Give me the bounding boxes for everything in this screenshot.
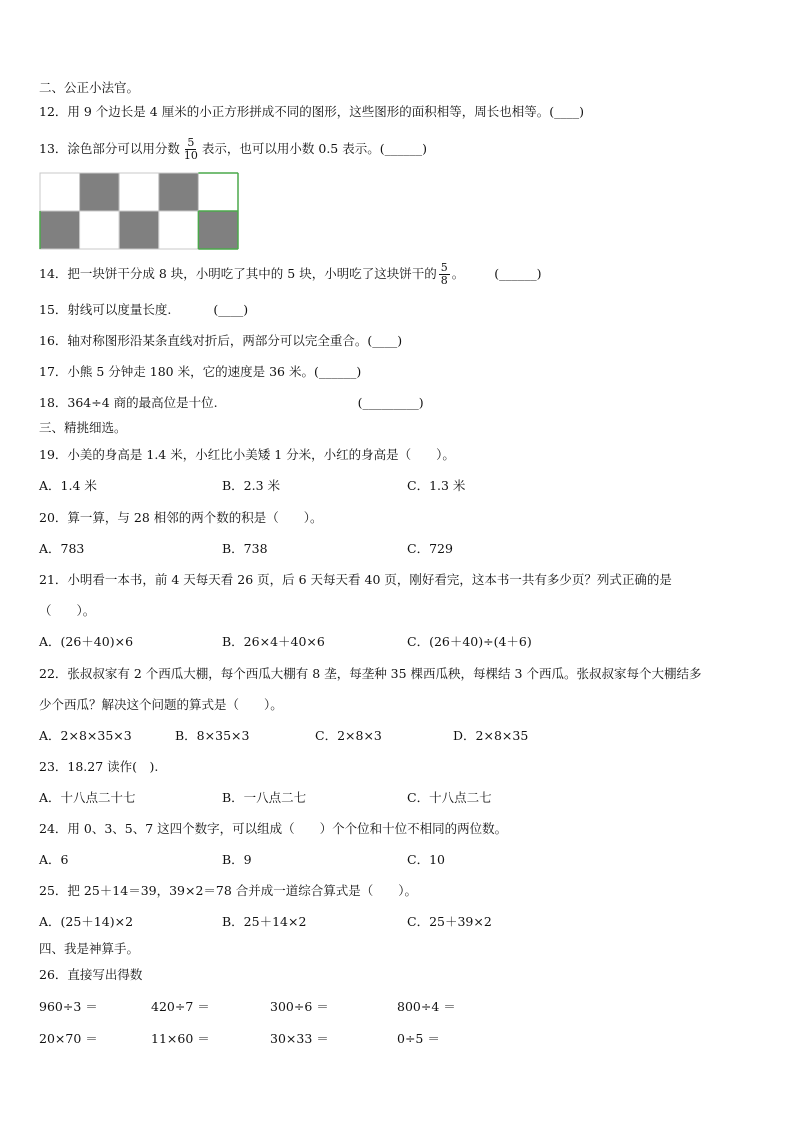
question-15-text: 15．射线可以度量长度.	[39, 302, 172, 317]
question-22-option-d[interactable]: D．2×8×35	[453, 728, 529, 743]
question-12-text: 12．用 9 个边长是 4 厘米的小正方形拼成不同的图形，这些图形的面积相等，周长也相等。	[39, 104, 550, 119]
question-13-text-after: 表示，也可以用小数 0.5 表示。	[201, 141, 380, 156]
question-22-stem: 22．张叔叔家有 2 个西瓜大棚，每个西瓜大棚有 8 垄，每垄种 35 棵西瓜秧，每棵结 3 个西瓜。张叔叔家每个大棚结多	[39, 666, 702, 681]
question-19-option-a[interactable]: A．1.4 米	[39, 478, 97, 493]
question-21-option-a[interactable]: A．(26＋40)×6	[39, 634, 134, 649]
calc-item[interactable]: 0÷5 ＝	[397, 1031, 440, 1046]
question-25-option-b[interactable]: B．25＋14×2	[222, 914, 307, 929]
fraction-5-8	[439, 262, 450, 287]
question-13-text-before: 13．涂色部分可以用分数	[39, 141, 180, 156]
question-18-text: 18．364÷4 商的最高位是十位.	[39, 395, 218, 410]
question-25-option-c[interactable]: C．25＋39×2	[407, 914, 492, 929]
question-18	[39, 395, 424, 411]
question-17-text: 17．小熊 5 分钟走 180 米，它的速度是 36 米。	[39, 364, 314, 379]
fraction-denominator: 10	[183, 149, 198, 162]
grid-cell-shaded	[159, 173, 199, 211]
question-17	[39, 364, 361, 380]
calc-item[interactable]: 960÷3 ＝	[39, 999, 98, 1014]
grid-cell-shaded	[198, 211, 238, 249]
question-20-option-c[interactable]: C．729	[407, 541, 453, 556]
grid-cell-shaded	[80, 173, 120, 211]
calc-item[interactable]: 11×60 ＝	[151, 1031, 210, 1046]
answer-blank-13[interactable]: (______)	[379, 141, 427, 156]
question-19-option-b[interactable]: B．2.3 米	[222, 478, 281, 493]
fraction-numerator: 5	[440, 261, 448, 274]
grid-cell-empty	[159, 211, 199, 249]
grid-cell-empty	[40, 173, 80, 211]
question-14-text-after: 。	[451, 266, 465, 281]
calc-item[interactable]: 300÷6 ＝	[270, 999, 329, 1014]
grid-cell-empty	[80, 211, 120, 249]
answer-blank-16[interactable]: (____)	[367, 333, 403, 348]
question-23-option-b[interactable]: B．一八点二七	[222, 790, 307, 805]
grid-cell-empty	[119, 173, 159, 211]
question-24-stem: 24．用 0、3、5、7 这四个数字，可以组成（ ）个个位和十位不相同的两位数。	[39, 821, 508, 836]
question-25-option-a[interactable]: A．(25＋14)×2	[39, 914, 134, 929]
calc-item[interactable]: 800÷4 ＝	[397, 999, 456, 1014]
calc-item[interactable]: 420÷7 ＝	[151, 999, 210, 1014]
question-22-option-c[interactable]: C．2×8×3	[315, 728, 382, 743]
question-14	[39, 256, 542, 292]
calc-item[interactable]: 30×33 ＝	[270, 1031, 329, 1046]
answer-blank-18[interactable]: (_________)	[357, 395, 424, 410]
question-20-option-a[interactable]: A．783	[39, 541, 85, 556]
question-23-option-a[interactable]: A．十八点二十七	[39, 790, 136, 805]
question-22-option-b[interactable]: B．8×35×3	[175, 728, 250, 743]
answer-blank-14[interactable]: (______)	[494, 266, 542, 281]
question-25-stem: 25．把 25＋14＝39，39×2＝78 合并成一道综合算式是（ ）。	[39, 883, 418, 898]
question-24-option-a[interactable]: A．6	[39, 852, 69, 867]
answer-blank-15[interactable]: (____)	[213, 302, 249, 317]
question-20-option-b[interactable]: B．738	[222, 541, 268, 556]
question-26-title: 26．直接写出得数	[39, 967, 143, 982]
shaded-grid-figure	[39, 171, 241, 251]
question-21-option-b[interactable]: B．26×4＋40×6	[222, 634, 325, 649]
question-19-option-c[interactable]: C．1.3 米	[407, 478, 466, 493]
question-21-stem-cont: （ ）。	[39, 603, 96, 618]
question-20-stem: 20．算一算，与 28 相邻的两个数的积是（ ）。	[39, 510, 323, 525]
fraction-denominator: 8	[440, 274, 448, 287]
section-heading-calc: 四、我是神算手。	[39, 941, 140, 956]
question-14-text-before: 14．把一块饼干分成 8 块，小明吃了其中的 5 块，小明吃了这块饼干的	[39, 266, 437, 281]
section-heading-judge: 二、公正小法官。	[39, 80, 140, 95]
fraction-5-10	[182, 137, 200, 162]
question-23-stem: 23．18.27 读作( ).	[39, 759, 159, 774]
question-13	[39, 131, 427, 167]
answer-blank-17[interactable]: (______)	[313, 364, 362, 379]
question-19-stem: 19．小美的身高是 1.4 米，小红比小美矮 1 分米，小红的身高是（ ）。	[39, 447, 455, 462]
question-12	[39, 104, 584, 120]
calc-item[interactable]: 20×70 ＝	[39, 1031, 98, 1046]
question-22-option-a[interactable]: A．2×8×35×3	[39, 728, 132, 743]
question-16-text: 16．轴对称图形沿某条直线对折后，两部分可以完全重合。	[39, 333, 368, 348]
question-24-option-b[interactable]: B．9	[222, 852, 252, 867]
question-24-option-c[interactable]: C．10	[407, 852, 445, 867]
question-15	[39, 302, 248, 318]
grid-cell-shaded	[119, 211, 159, 249]
question-21-option-c[interactable]: C．(26＋40)÷(4＋6)	[407, 634, 532, 649]
grid-cell-empty	[198, 173, 238, 211]
fraction-numerator: 5	[187, 136, 195, 149]
question-16	[39, 333, 402, 349]
section-heading-choice: 三、精挑细选。	[39, 420, 127, 435]
answer-blank-12[interactable]: (____)	[549, 104, 584, 119]
question-23-option-c[interactable]: C．十八点二七	[407, 790, 492, 805]
grid-cell-shaded	[40, 211, 80, 249]
question-22-stem-cont: 少个西瓜？解决这个问题的算式是（ ）。	[39, 697, 283, 712]
question-21-stem: 21．小明看一本书，前 4 天每天看 26 页，后 6 天每天看 40 页，刚好看完，这本书一共有多少页？列式正确的是	[39, 572, 672, 587]
